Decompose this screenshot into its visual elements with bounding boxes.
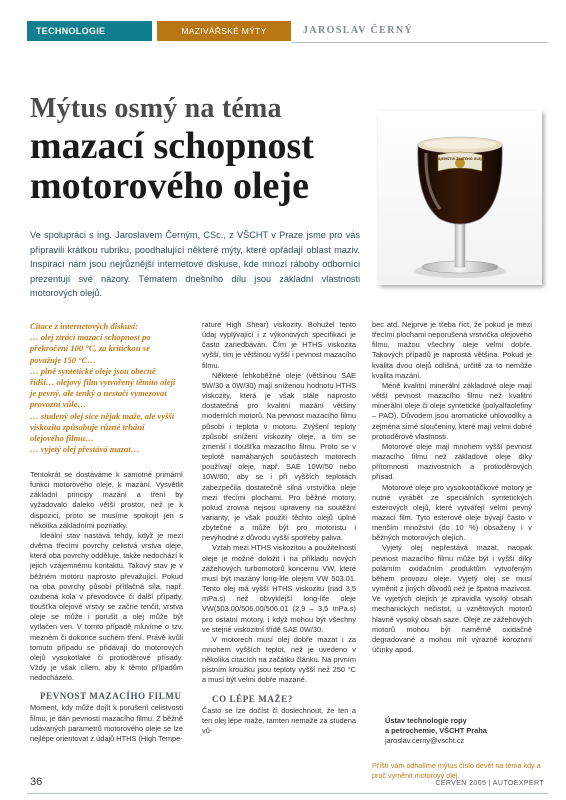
paragraph: Tentokrát se dostáváme k samotné primární funkci motorového oleje, k mazání. Vysvětlit základní principy mazání a tření by vyžadovalo daleko větší prostor, než je k dispozici, proto se musíme spokojit jen s několika základními poznatky. — [30, 470, 183, 530]
article-title — [30, 92, 360, 206]
paragraph: Často se lze dočíst či doslechnout, že ten a ten olej lépe maže, tamten nemaže za studena vů- — [202, 705, 356, 736]
paragraph: bec atd. Nejprve je třeba říct, že pokud je mezi třecími plochami neporušená vrstvička olejového filmu, mažou všechny oleje velmi dobře. Takových případů je naprostá většina. Pokud je kvalita dvou olejů odlišná, určitě za to nemůže kvalita mazání. — [372, 320, 532, 380]
author-email[interactable]: jaroslav.cerny@vscht.cz — [385, 736, 465, 745]
beer-glass-photo — [378, 111, 542, 285]
paragraph: Vyjetý olej nepřestává mazat, naopak pevnost mazacího filmu může být i vyšší díky polárním oxidačním produktům vytvořeným během provozu oleje. Vyjetý olej se musí vyměnit z jiných důvodů než je špatná mazivost. Ve vyjetých olejích je zpravidla vysoký obsah mechanických nečistot, u vznětových motorů hlavně vysoký obsah saze. Oleje ze zážehových motorů mohou být naměrně oxidačně degradované a mohou mít výrazně korozivní účinky apod. — [372, 543, 532, 654]
author-affiliation — [385, 716, 487, 746]
subheading-film-strength: PEVNOST MAZACÍHO FILMU — [40, 691, 182, 702]
title-line-2: mazací schopnost — [30, 125, 314, 167]
quote-line: … studený olej sice nějak maže, ale vyšší viskozita způsobuje různé trhání olejového filmu… — [30, 410, 175, 444]
header-divider — [292, 42, 548, 43]
quote-line: … olej ztrácí mazací schopnost po překročení 100 °C, za kritickou se považuje 150 °C… — [30, 332, 151, 365]
series-label: MAZIVÁŘSKÉ MÝTY — [157, 21, 291, 41]
text-column-1 — [30, 470, 183, 744]
affiliation-line: a petrochemie, VŠCHT Praha — [385, 726, 487, 735]
paragraph: Moment, kdy může dojít k porušení celistvosti filmu, je dán pevností mazacího filmu. Z běžně udávaných parametrů motorového oleje se lze nejlépe orientovat z údajů HTHS (High Tempe- — [30, 703, 183, 743]
quote-box — [30, 321, 180, 455]
author-name: JAROSLAV ČERNÝ — [303, 25, 414, 36]
paragraph: V motorech musí olej dobře mazat i za mnohem vyšších teplot, než je uvedeno v několika citacích na začátku článku. Na prvním pístním kroužku jsou teploty vyšší než 250 °C a musí být velmi dobře mazané. — [202, 634, 356, 685]
quote-line: … vyjetý olej přestává mazat… — [30, 444, 140, 455]
intro-paragraph: Ve spolupráci s ing. Jaroslavem Černým, CSc., z VŠCHT v Praze jsme pro vás připravili krátkou rubriku, poodhalující některé mýty, které opřádají oblast maziv. Inspirací nám jsou nejrůznější internetové diskuse, kde mnozí ráboby odborníci prezentují své názory. Tématem dnešního dílu jsou základní vlastnosti motorových olejů. — [30, 230, 360, 299]
issue-info: ČERVEN 2005 | AUTOEXPERT — [435, 780, 544, 787]
next-issue-note: Příští vám odhalíme mýtus číslo devět na téma kdy a proč vyměnit motorový olej. — [372, 761, 541, 780]
paragraph: Ideální stav nastává tehdy, když je mezi dvěma třecími povrchy celistvá vrstva oleje, která oba povrchy odděluje, takže nedochází k jejich vzájemnému kontaktu. Takový stav je v běžném motoru naprosto převažující. Pokud na oba povrchy působí přítlačná síla, např. ozubená kola v převodovce či další případy, tloušťka olejové vrstvy se začne tenčit, vrstva oleje se může i porušit a olej může být vytlačen ven. V tomto případě mluvíme o tzv. mezném či dokonce suchém tření. Právě kvůli tomuto případu se přidávají do motorových olejů vysokotlaké či protioděrové přísady. Vždy je však cílem, aby k těmto případům nedocházelo. — [30, 530, 183, 683]
paragraph: Motorové oleje pro vysokootáčkové motory je nutné vyrábět ze speciálních syntetických esterových olejů, které vytvářejí velmi pevný mazací film. Tyto esterové oleje bývají často v menším množství (do 10 %) obsaženy i v běžných motorových olejích. — [372, 482, 532, 543]
title-line-3: motorového oleje — [30, 165, 309, 207]
beer-glass-illustration — [378, 111, 542, 285]
page-number: 36 — [30, 776, 43, 788]
section-label: TECHNOLOGIE — [27, 21, 152, 41]
glass-label-text: TAJEMSTVÍ ZLATÉHO OLEJE — [436, 157, 484, 161]
paragraph: Některé lehkoběžné oleje (většinou SAE 5W/30 a 0W/30) mají sníženou hodnotu HTHS viskozity, která je však stále naprosto dostatečná pro kvalitní mazání většiny moderních motorů. Na pevnost mazacího filmu působí i teplota v motoru. Zvýšení teploty způsobí snížení viskozity oleje, a tím se zmenší i tloušťka mazacího filmu. Proto se v teplotě namáhaných součástech motorech používají oleje, např. SAE 10W/50 nebo 10W/60, aby se i při vyšších teplotách zabezpečila dostatečně silná vrstvička oleje mezi třecími plochami. Pro běžné motory, pokud zrovna nejsou upraveny na soutěžní varianty, je však použití těchto olejů úplně zbytečné a může být pro motoristu i nevýhodné z důvodu vyšší spotřeby paliva. — [202, 370, 356, 543]
quote-heading: Citace z internetových diskusí: — [30, 321, 139, 331]
text-column-3 — [372, 320, 532, 655]
paragraph: Vztah mezi HTHS viskozitou a použitelností oleje je možné doložit i na příkladu nových zážehových turbomotorů koncernu VW, které musí být mazány long-life olejem VW 503.01. Tento olej má vyšší HTHS viskozitu (nad 3,5 mPa.s) než obvyklejší long-life oleje VW(503.00/506.00/506.01 (2,9 – 3,5 mPa.s) pro ostatní motory, i když mohou být všechny ve stejné viskozitní třídě SAE 0W/30. — [202, 543, 356, 634]
paragraph: Motorové oleje mají mnohem vyšší pevnost mazacího filmu než základové oleje díky přítomnosti mazivostních a protioděrových přísad. — [372, 441, 532, 482]
affiliation-line: Ústav technologie ropy — [385, 716, 467, 725]
title-line-1: Mýtus osmý na téma — [30, 93, 282, 124]
paragraph: rature High Shear) viskozity. Bohužel tento údaj vyplývající i z výkonových specifikací je často zanedbáván. Čím je HTHS viskozita vyšší, tím je většinou vyšší i pevnost mazacího filmu. — [202, 320, 356, 370]
paragraph: Méně kvalitní minerální základové oleje mají větší pevnost mazacího filmu než kvalitní minerální oleje či oleje syntetické (polyalfaolefiny – PAO). Důvodem jsou aromatické uhlovodíky a zejména sirné sloučeniny, které mají velmi dobré protioděrové vlastnosti. — [372, 380, 532, 441]
subheading-what-lubricates-better: CO LÉPE MAŽE? — [212, 693, 293, 704]
footer-divider — [27, 793, 548, 794]
text-column-2 — [202, 320, 356, 736]
quote-line: … plně syntetické oleje jsou obecně řidší… olejový film vytvořený těmito oleji je pevný, ale tenký a nestačí vymezovat provozní vůle… — [30, 365, 176, 410]
